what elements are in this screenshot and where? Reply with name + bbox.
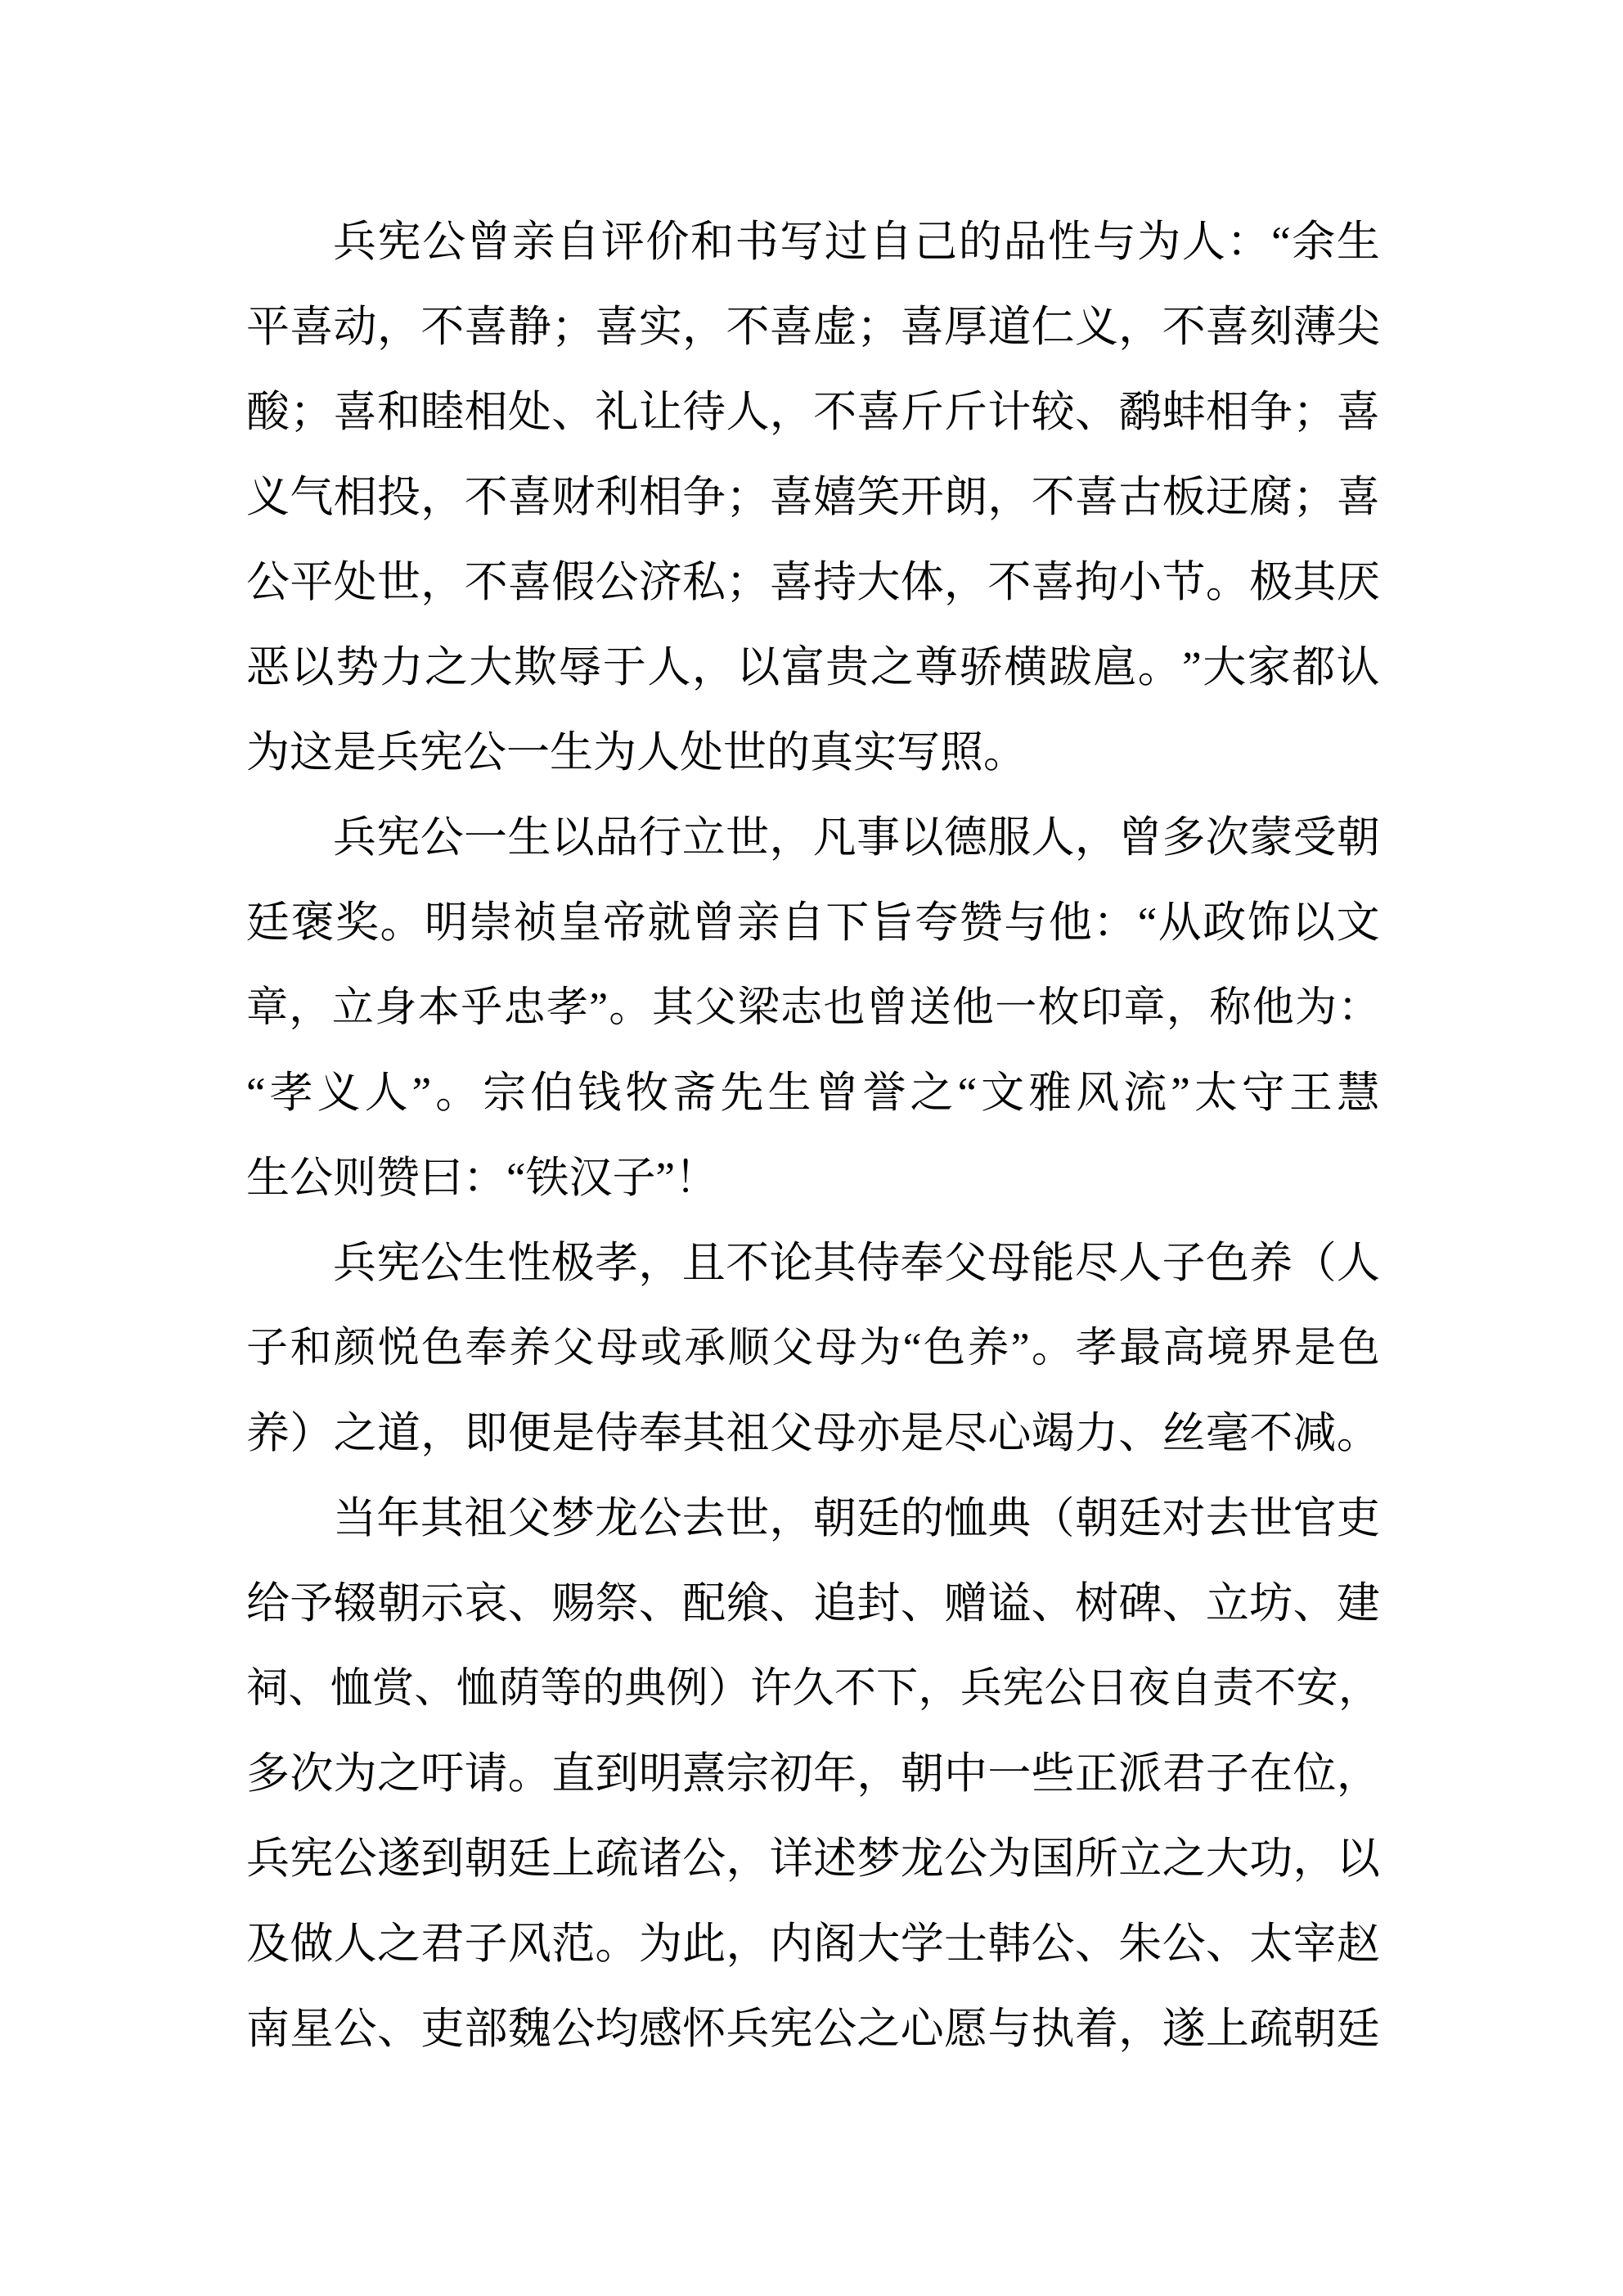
text-line: 子 和 颜 悦 色 奉 养 父 母 或 承 顺 父 母 为 “ 色 养 ” 。 孝 最 高 境 界 是 色	[246, 1326, 1380, 1371]
text-line: 义 气 相 投 ， 不 喜 财 利 相 争 ； 喜 嬉 笑 开 朗 ， 不 喜 古 板 迂 腐 ； 喜	[246, 474, 1380, 521]
text-line: 南 星 公 、 吏 部 魏 公 均 感 怀 兵 宪 公 之 心 愿 与 执 着 ， 遂 上 疏 朝 廷	[246, 2006, 1380, 2053]
text-line: 章 ， 立 身 本 乎 忠 孝 ” 。 其 父 梁 志 也 曾 送 他 一 枚 印 章 ， 称 他 为 ：	[246, 985, 1380, 1031]
document-text	[246, 200, 1380, 2072]
text-line: 兵 宪 公 一 生 以 品 行 立 世 ， 凡 事 以 德 服 人 ， 曾 多 次 蒙 受 朝	[333, 814, 1380, 862]
text-line: 平 喜 动 ， 不 喜 静 ； 喜 实 ， 不 喜 虚 ； 喜 厚 道 仁 义 ， 不 喜 刻 薄 尖	[246, 304, 1380, 351]
text-line: 廷 褒 奖 。 明 崇 祯 皇 帝 就 曾 亲 自 下 旨 夸 赞 与 他 ： “ 从 政 饰 以 文	[246, 899, 1380, 947]
text-line: 给 予 辍 朝 示 哀 、 赐 祭 、 配 飨 、 追 封 、 赠 谥 、 树 碑 、 立 坊 、 建	[246, 1580, 1380, 1627]
text-line: 生公则赞曰：“铁汉子”！	[246, 1155, 719, 1202]
text-line: 多 次 为 之 吁 请 。 直 到 明 熹 宗 初 年 ， 朝 中 一 些 正 派 君 子 在 位 ，	[246, 1750, 1380, 1798]
text-line: 兵 宪 公 生 性 极 孝 ， 且 不 论 其 侍 奉 父 母 能 尽 人 子 色 养 （ 人	[333, 1240, 1380, 1287]
text-line: 及 做 人 之 君 子 风 范 。 为 此 ， 内 阁 大 学 士 韩 公 、 朱 公 、 太 宰 赵	[246, 1920, 1380, 1968]
text-line: 为这是兵宪公一生为人处世的真实写照。	[246, 729, 1027, 777]
text-line: 酸 ； 喜 和 睦 相 处 、 礼 让 待 人 ， 不 喜 斤 斤 计 较 、 鹬 蚌 相 争 ； 喜	[246, 389, 1380, 436]
text-line: 兵 宪 公 遂 到 朝 廷 上 疏 诸 公 ， 详 述 梦 龙 公 为 国 所 立 之 大 功 ， 以	[246, 1835, 1380, 1883]
text-line: 公 平 处 世 ， 不 喜 假 公 济 私 ； 喜 持 大 体 ， 不 喜 拘 小 节 。 极 其 厌	[246, 559, 1380, 606]
text-line: 恶 以 势 力 之 大 欺 辱 于 人 ， 以 富 贵 之 尊 骄 横 跋 扈 。 ” 大 家 都 认	[246, 644, 1380, 691]
text-line: 兵 宪 公 曾 亲 自 评 价 和 书 写 过 自 己 的 品 性 与 为 人 ： “ 余 生	[333, 218, 1380, 266]
text-line: “ 孝 义 人 ” 。 宗 伯 钱 牧 斋 先 生 曾 誉 之 “ 文 雅 风 流 ” 太 守 王 慧	[246, 1069, 1380, 1117]
text-line: 祠 、 恤 赏 、 恤 荫 等 的 典 例 ） 许 久 不 下 ， 兵 宪 公 日 夜 自 责 不 安 ，	[246, 1666, 1380, 1712]
text-line: 养 ） 之 道 ， 即 便 是 侍 奉 其 祖 父 母 亦 是 尽 心 竭 力 、 丝 毫 不 减 。	[246, 1410, 1380, 1457]
text-line: 当 年 其 祖 父 梦 龙 公 去 世 ， 朝 廷 的 恤 典 （ 朝 廷 对 去 世 官 吏	[333, 1495, 1380, 1542]
